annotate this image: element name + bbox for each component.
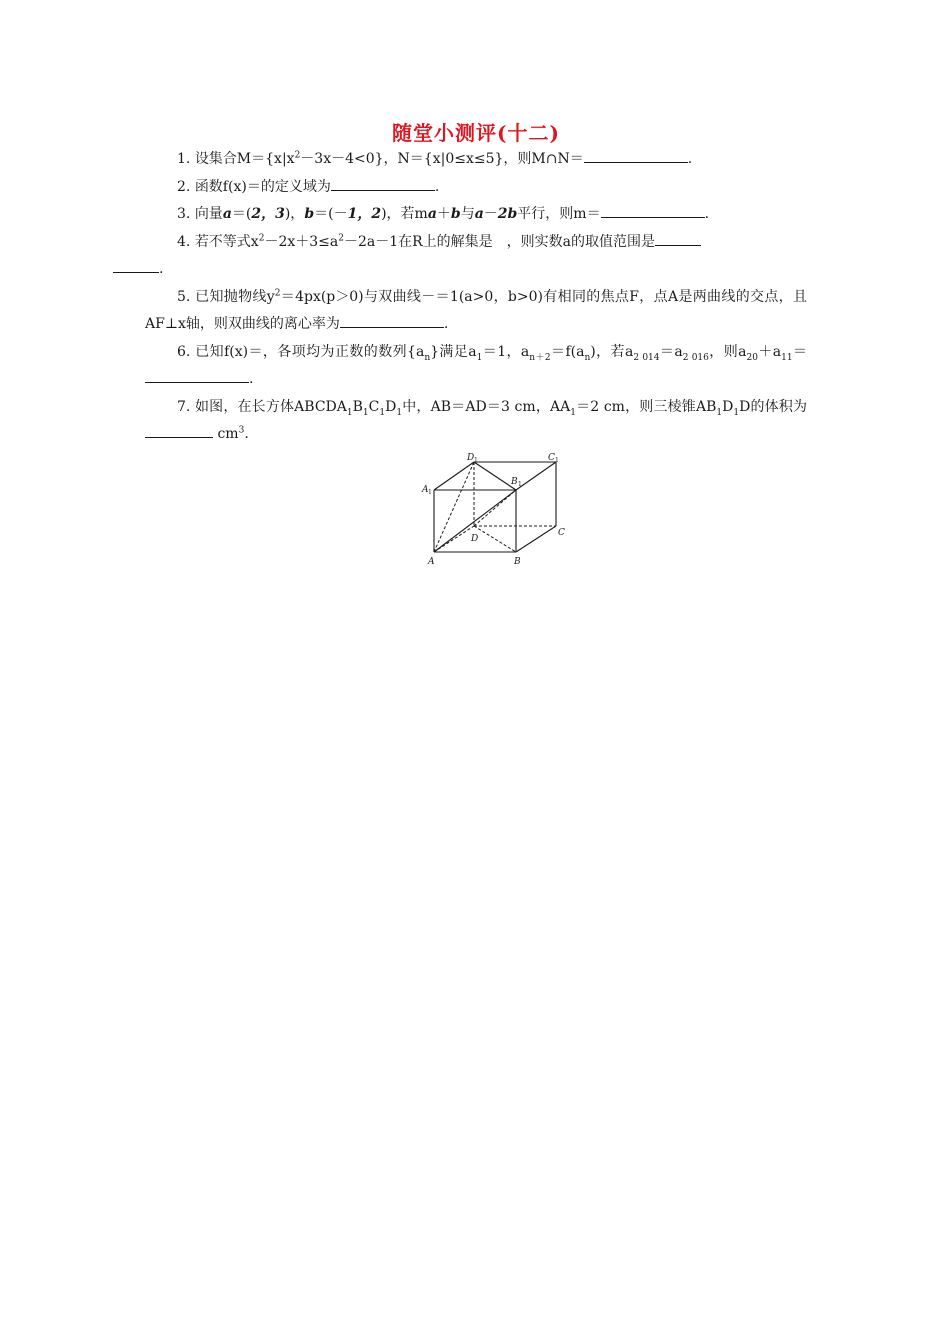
answer-blank-4[interactable]	[655, 230, 701, 246]
cuboid-figure	[418, 450, 568, 572]
label-a1: A	[422, 485, 429, 495]
edge-d1b1	[474, 462, 516, 490]
label-c1: C	[548, 453, 555, 463]
svg-text:1: 1	[555, 457, 559, 464]
label-b1: B	[511, 477, 518, 487]
edge-a1d1	[434, 462, 474, 490]
page-title: 随堂小测评(十二)	[392, 121, 560, 145]
svg-text:1: 1	[428, 489, 432, 496]
answer-blank-3[interactable]	[601, 202, 705, 218]
worksheet	[145, 118, 807, 449]
label-d: D	[471, 534, 479, 544]
label-b: B	[514, 557, 521, 567]
answer-blank-2[interactable]	[331, 175, 435, 191]
question-6: 6. 已知f(x)＝，各项均为正数的数列$\{a_n\}$满足$a_1=1$，$a_{n+2}=f(a_n)$，若$a_{2 014}=a_{2 016}$，则$a_{20}+a_{11}=$.	[145, 339, 807, 394]
question-7: 7. 如图，在长方体$ABCDA_1B_1C_1D_1$中，AB＝AD＝3 cm，$AA_1=2$ cm，则三棱锥$AB_1D_1D$的体积为 $cm^3$.	[145, 394, 807, 449]
edge-db1-hidden	[474, 490, 516, 526]
answer-blank-4-cont[interactable]	[113, 257, 159, 273]
label-d1: D	[467, 453, 475, 463]
cuboid-diagram	[418, 450, 568, 572]
answer-blank-6[interactable]	[145, 367, 249, 383]
question-1: 1. 设集合$M=\{x|x^2-3x-4<0\}$，N＝{x|0≤x≤5}，则M∩N＝ .	[145, 146, 807, 174]
question-4: 4. 若不等式$x^2-2x+3\le a^2-2a-1$在R上的解集是 ，则实数a的取值范围是 .	[145, 229, 807, 284]
question-5: 5. 已知抛物线$y^2=4px(p>0)$与双曲线－＝1(a>0，b>0)有相同的焦点F，点A是两曲线的交点，且AF⊥x轴，则双曲线的离心率为 .	[145, 287, 807, 332]
answer-blank-5[interactable]	[340, 312, 444, 328]
svg-text:1: 1	[518, 481, 522, 488]
edge-b1c1	[516, 462, 556, 490]
label-c: C	[558, 528, 565, 538]
answer-blank-7[interactable]	[145, 422, 213, 438]
question-3: 3. 向量a＝(2，3)，b＝(－1，2)，若ma＋b与a－2b平行，则m＝ .	[145, 201, 807, 229]
svg-text:1: 1	[474, 457, 478, 464]
edge-ad-hidden	[434, 526, 474, 552]
edge-bc	[516, 526, 556, 552]
question-2: 2. 函数f(x)＝的定义域为 .	[145, 174, 807, 202]
edge-db-hidden	[474, 526, 516, 552]
label-a: A	[428, 557, 435, 567]
answer-blank-1[interactable]	[584, 147, 688, 163]
